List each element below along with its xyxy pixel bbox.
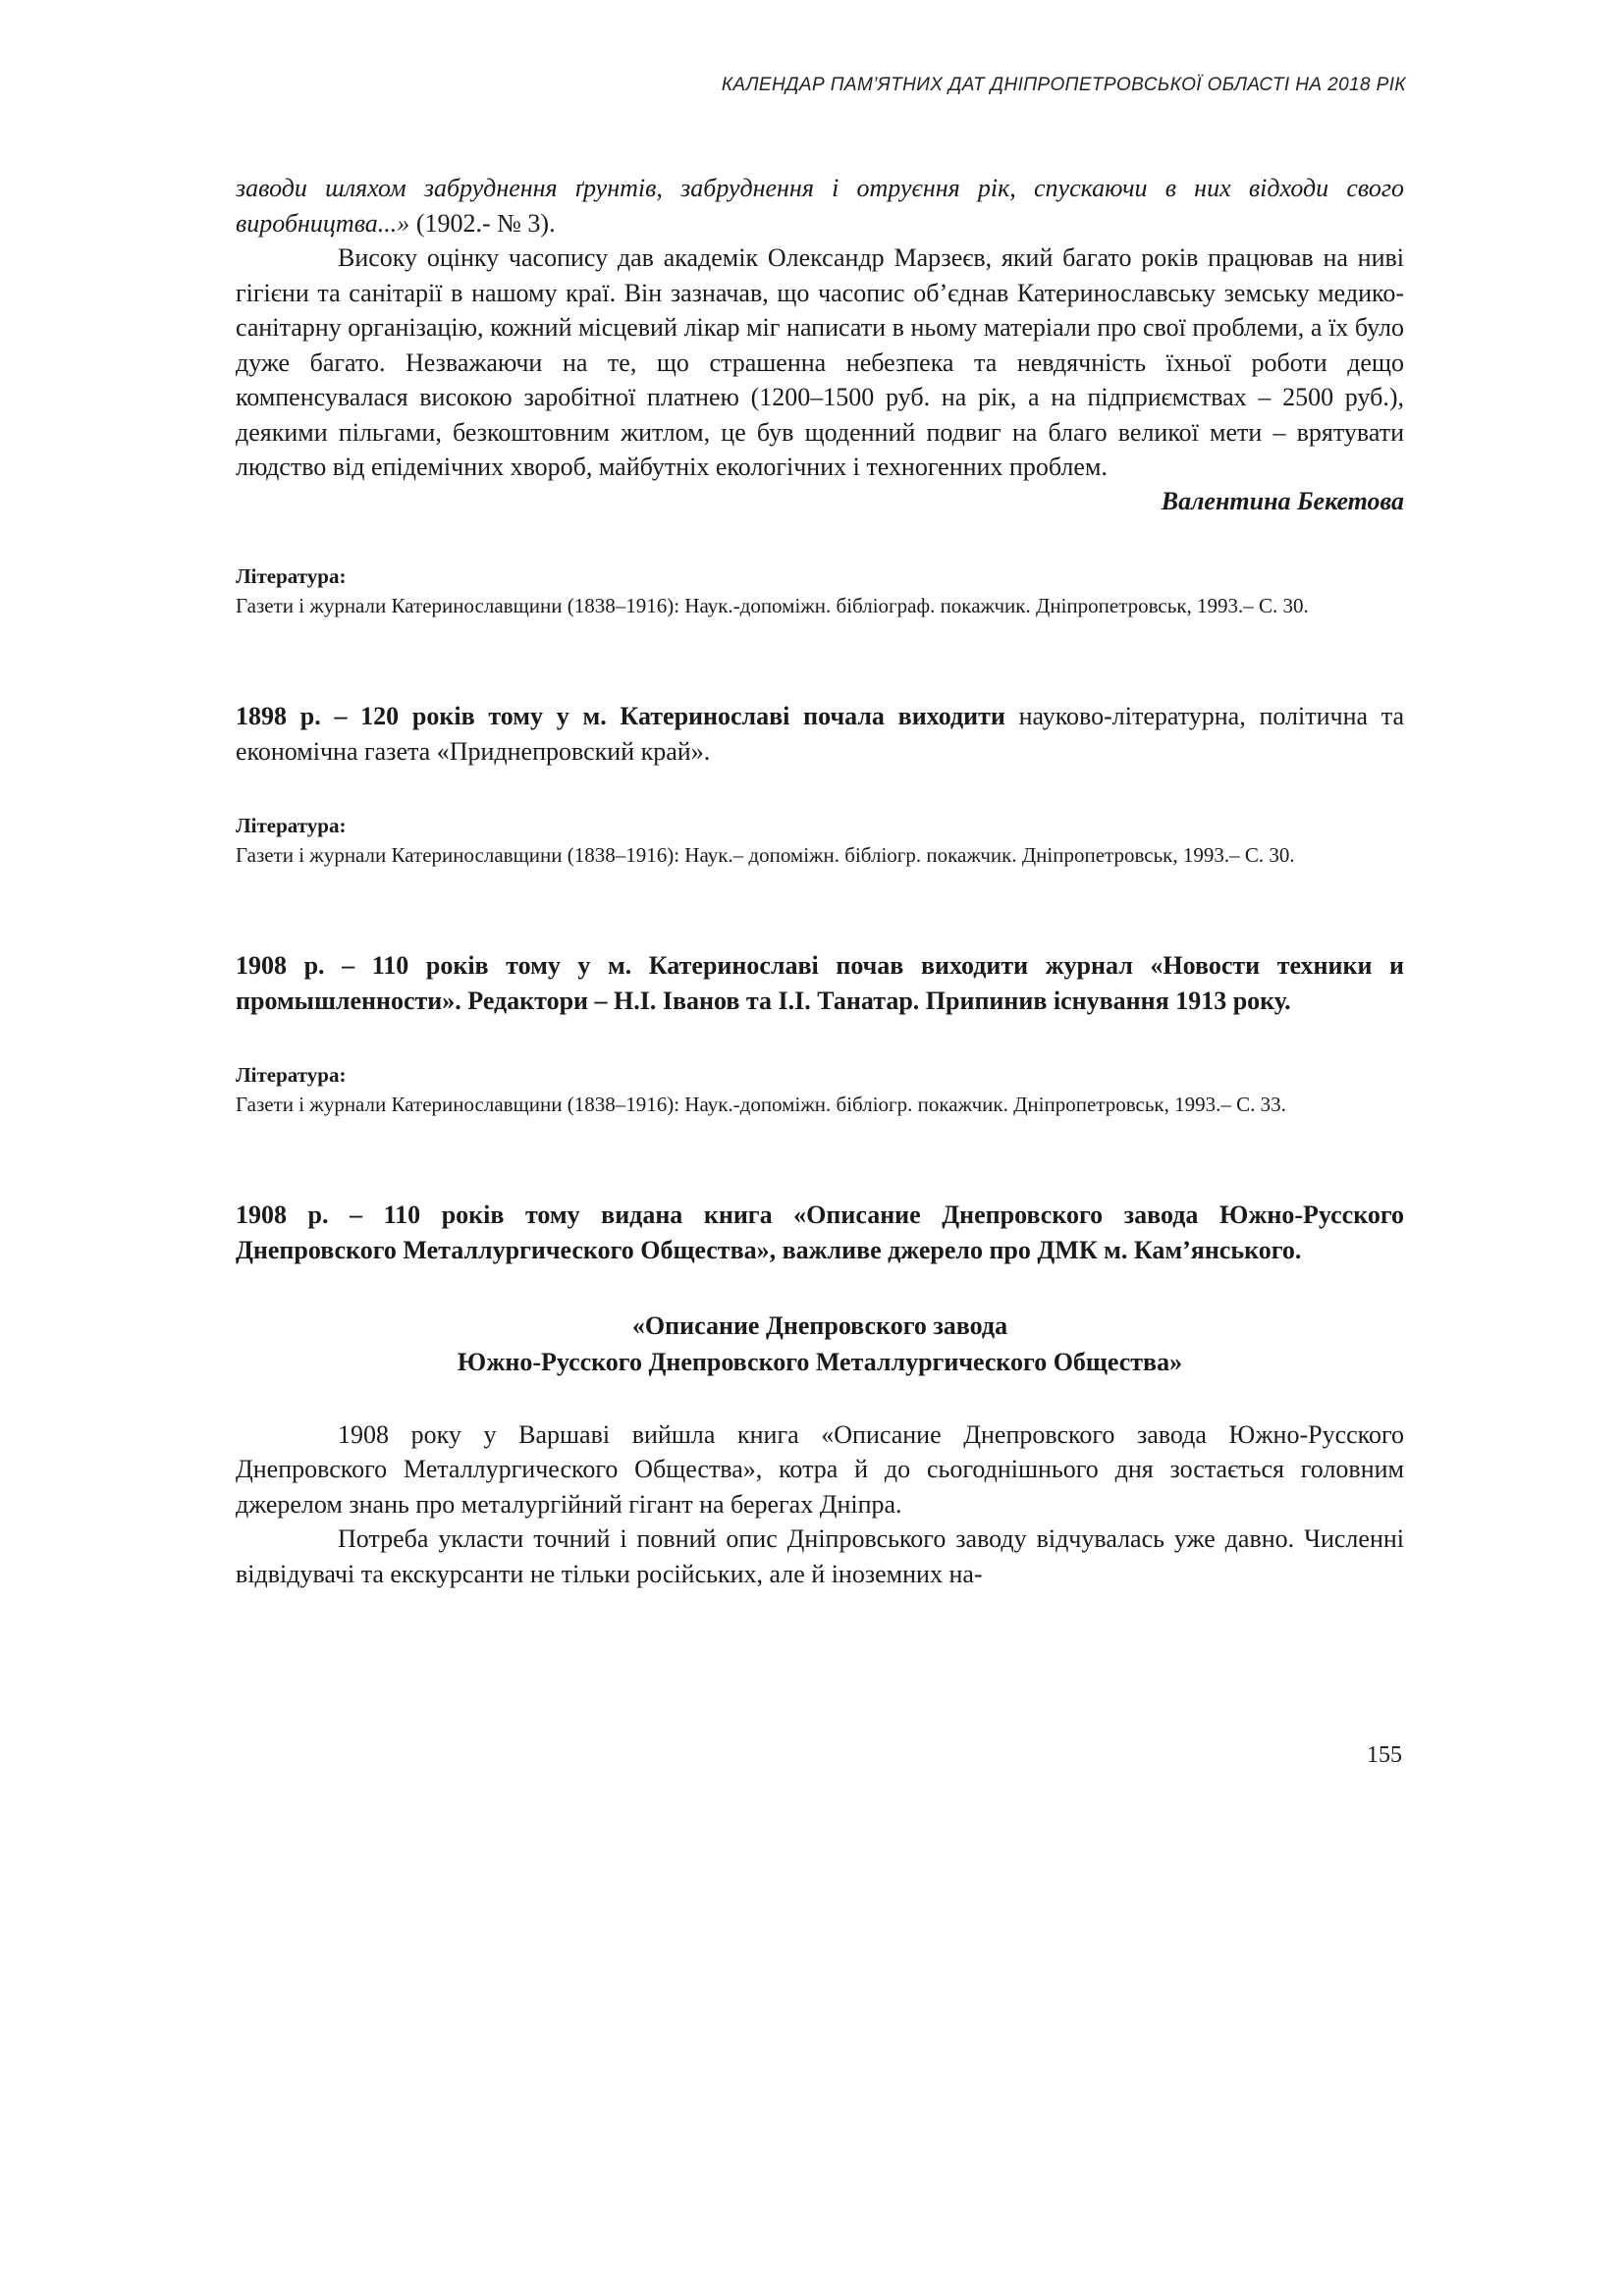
quote-ref: (1902.- № 3). bbox=[409, 208, 556, 238]
event-1908-book-heading: 1908 р. – 110 років тому видана книга «Описание Днепровского завода Южно-Русского Днепровского Металлургического Общества», важливе джерело про ДМК м. Кам’янського. bbox=[236, 1200, 1404, 1264]
literature-entry: Газети і журнали Катеринославщини (1838–1916): Наук.-допоміжн. бібліограф. покажчик. Дніпропетровськ, 1993.– С. 30. bbox=[236, 593, 1309, 617]
event-1898-heading: 1898 р. – 120 років тому у м. Катеринославі почала виходити bbox=[236, 701, 1005, 730]
quote-italic: заводи шляхом забруднення ґрунтів, забруднення і отруєння рік, спускаючи в них відходи свого виробництва...» bbox=[236, 174, 1404, 238]
event-1908-journal bbox=[236, 948, 1404, 1019]
section-paragraph-2: Потреба укласти точний і повний опис Дніпровського заводу відчувалась уже давно. Численні відвідувачі та екскурсанти не тільки російських, але й іноземних на- bbox=[236, 1524, 1404, 1588]
literature-entry: Газети і журнали Катеринославщини (1838–1916): Наук.– допоміжн. бібліогр. покажчик. Дніпропетровськ, 1993.– С. 30. bbox=[236, 842, 1295, 867]
literature-label: Література: bbox=[236, 563, 347, 588]
event-1898 bbox=[236, 699, 1404, 770]
author-signature: Валентина Бекетова bbox=[1161, 486, 1404, 515]
literature-label: Література: bbox=[236, 1062, 347, 1087]
section-title-line-1: «Описание Днепровского завода bbox=[631, 1310, 1008, 1340]
page-number: 155 bbox=[1367, 1742, 1402, 1768]
literature-entry: Газети і журнали Катеринославщини (1838–1916): Наук.-допоміжн. бібліогр. покажчик. Дніпропетровськ, 1993.– С. 33. bbox=[236, 1092, 1286, 1116]
intro-quote bbox=[236, 171, 1404, 240]
literature-label: Література: bbox=[236, 813, 347, 837]
literature-block bbox=[236, 811, 1404, 870]
literature-block bbox=[236, 561, 1404, 620]
event-1908-book bbox=[236, 1198, 1404, 1268]
section-paragraph-1: 1908 року у Варшаві вийшла книга «Описание Днепровского завода Южно-Русского Днепровского Металлургического Общества», котра й до сьогоднішнього дня зостається головним джерелом знань про металургійний гігант на берегах Дніпра. bbox=[236, 1419, 1404, 1519]
section-title-line-2: Южно-Русского Днепровского Металлургического Общества» bbox=[457, 1347, 1183, 1376]
event-1908-journal-heading: 1908 р. – 110 років тому у м. Катеринославі почав виходити журнал «Новости техники и промышленности». Редактори – Н.І. Іванов та І.І. Танатар. Припинив існування 1913 року. bbox=[236, 950, 1404, 1015]
page-content bbox=[236, 171, 1404, 1591]
section-title bbox=[236, 1308, 1404, 1380]
running-header: КАЛЕНДАР ПАМ’ЯТНИХ ДАТ ДНІПРОПЕТРОВСЬКОЇ ОБЛАСТІ НА 2018 РІК bbox=[721, 75, 1406, 95]
intro-paragraph: Високу оцінку часопису дав академік Олександр Марзеєв, який багато років працював на ниві гігієни та санітарії в нашому краї. Він зазначав, що часопис об’єднав Катеринославську земську медико-санітарну організацію, кожний місцевий лікар міг написати в ньому матеріали про свої проблеми, а їх було дуже багато. Незважаючи на те, що страшенна небезпека та невдячність їхньої роботи дещо компенсувалася високою заробітної платнею (1200–1500 руб. на рік, а на підприємствах – 2500 руб.), деякими пільгами, безкоштовним житлом, це був щоденний подвиг на благо великої мети – врятувати людство від епідемічних хвороб, майбутніх екологічних і техногенних проблем. bbox=[236, 243, 1404, 481]
event-1898-text: науково-літературна, політична та економічна газета «Приднепровский край». bbox=[236, 701, 1404, 766]
literature-block bbox=[236, 1060, 1404, 1119]
